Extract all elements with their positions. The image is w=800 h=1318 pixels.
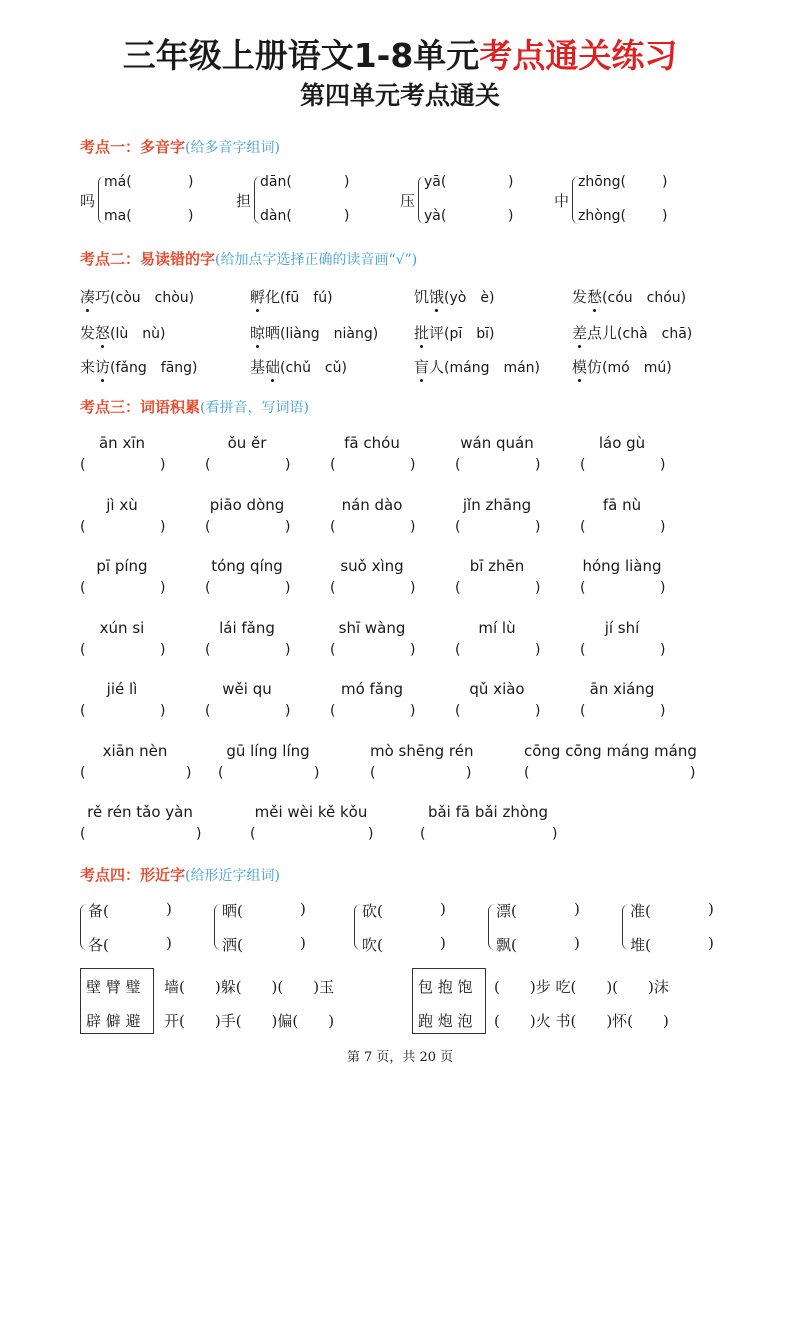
pinyin-prompt: qǔ xiào: [469, 680, 525, 698]
word-char: 础: [265, 358, 281, 376]
section-2-hint: (给加点字选择正确的读音画“√”): [215, 252, 418, 268]
pinyin-options: (chǔ cǔ): [280, 360, 347, 376]
open-paren: (: [80, 764, 86, 781]
word-char: 差: [572, 324, 588, 342]
close-paren: ): [708, 934, 714, 952]
close-paren: ): [662, 208, 668, 224]
pronunciation-item: [572, 356, 672, 377]
close-paren: ): [314, 764, 320, 781]
close-paren: ): [440, 934, 446, 952]
word-char: 仿: [587, 358, 603, 376]
word-char: 评: [429, 324, 445, 342]
close-paren: ): [410, 641, 416, 658]
word-char: 盲: [414, 358, 430, 376]
open-paren: (: [455, 580, 461, 596]
similar-char-1: 砍(: [362, 902, 383, 920]
pinyin-options: (fū fú): [280, 290, 333, 306]
polyphone-reading-2: yà(: [424, 208, 447, 224]
pinyin-prompt: cōng cōng máng máng: [524, 741, 697, 760]
close-paren: ): [285, 641, 291, 658]
close-paren: ): [196, 826, 202, 842]
pinyin-options: (còu chòu): [110, 290, 195, 306]
pinyin-prompt: wán quán: [460, 434, 534, 452]
close-paren: ): [535, 703, 541, 719]
close-paren: ): [410, 457, 416, 473]
polyphone-reading-1: yā(: [424, 174, 447, 190]
polyphone-reading-1: dān(: [260, 174, 292, 190]
open-paren: (: [80, 641, 86, 658]
open-paren: (: [205, 703, 211, 719]
pinyin-prompt: láo gù: [598, 434, 646, 452]
similar-char-2: 堆(: [630, 936, 651, 954]
close-paren: ): [166, 934, 172, 952]
close-paren: ): [160, 457, 166, 473]
open-paren: (: [205, 641, 211, 658]
section-3-heading: [80, 396, 309, 417]
word-char: 发: [80, 324, 96, 342]
close-paren: ): [285, 703, 291, 719]
page-title: [0, 30, 800, 77]
pinyin-prompt: mó fǎng: [340, 680, 404, 698]
pinyin-prompt: rě rén tǎo yàn: [87, 803, 193, 821]
close-paren: ): [160, 580, 166, 596]
pinyin-prompt: mí lù: [478, 618, 516, 637]
word-char: 化: [265, 288, 281, 306]
word-char: 模: [572, 358, 588, 376]
close-paren: ): [466, 764, 472, 781]
word-char: 饿: [429, 288, 445, 306]
section-4-title: 考点四：形近字: [80, 866, 186, 884]
polyphone-reading-1: má(: [104, 174, 132, 190]
brace-icon: [354, 904, 361, 950]
char-box-2-row-2: 跑 炮 泡: [418, 1012, 473, 1030]
close-paren: ): [660, 703, 666, 719]
polyphone-reading-2: ma(: [104, 208, 132, 224]
pronunciation-item: [414, 322, 495, 343]
pronunciation-item: [250, 356, 347, 377]
open-paren: (: [524, 764, 530, 781]
close-paren: ): [660, 580, 666, 596]
close-paren: ): [508, 174, 514, 190]
fill-2-row-1: ( )步 吃( )( )沫: [494, 978, 669, 996]
open-paren: (: [205, 457, 211, 473]
pinyin-prompt: shī wàng: [338, 618, 406, 637]
close-paren: ): [535, 518, 541, 535]
open-paren: (: [205, 580, 211, 596]
close-paren: ): [285, 518, 291, 535]
open-paren: (: [455, 703, 461, 719]
pronunciation-item: [572, 322, 692, 343]
pinyin-prompt: xiān nèn: [102, 741, 168, 760]
similar-char-1: 漂(: [496, 902, 517, 920]
pinyin-prompt: ān xīn: [98, 434, 146, 452]
close-paren: ): [160, 518, 166, 535]
close-paren: ): [552, 826, 558, 842]
brace-icon: [214, 904, 221, 950]
pronunciation-item: [414, 356, 540, 377]
pronunciation-item: [80, 286, 194, 307]
close-paren: ): [188, 208, 194, 224]
open-paren: (: [455, 641, 461, 658]
close-paren: ): [574, 934, 580, 952]
brace-icon: [622, 904, 629, 950]
pinyin-prompt: wěi qu: [222, 680, 272, 698]
close-paren: ): [186, 764, 192, 781]
pinyin-prompt: pī píng: [96, 557, 148, 575]
open-paren: (: [420, 826, 426, 842]
open-paren: (: [80, 703, 86, 719]
open-paren: (: [370, 764, 376, 781]
pinyin-options: (cóu chóu): [602, 290, 687, 306]
close-paren: ): [535, 580, 541, 596]
open-paren: (: [455, 457, 461, 473]
similar-char-1: 晒(: [222, 902, 243, 920]
polyphone-reading-2: dàn(: [260, 208, 292, 224]
similar-char-2: 吹(: [362, 936, 383, 954]
close-paren: ): [535, 641, 541, 658]
close-paren: ): [708, 900, 714, 918]
pinyin-prompt: piāo dòng: [209, 495, 285, 514]
close-paren: ): [344, 208, 350, 224]
close-paren: ): [285, 457, 291, 473]
word-char: 巧: [95, 288, 111, 306]
section-3-title: 考点三：词语积累: [80, 398, 201, 416]
word-char: 晒: [265, 324, 281, 342]
word-char: 基: [250, 358, 266, 376]
close-paren: ): [535, 457, 541, 473]
section-3-hint: (看拼音，写词语): [200, 400, 309, 416]
close-paren: ): [300, 934, 306, 952]
section-2-heading: [80, 248, 417, 269]
open-paren: (: [80, 518, 86, 535]
title-main: 三年级上册语文1-8单元: [122, 36, 480, 75]
char-box-1-row-2: 辟 僻 避: [86, 1012, 141, 1030]
pinyin-prompt: bī zhēn: [469, 557, 525, 575]
pinyin-prompt: jí shí: [604, 618, 640, 637]
close-paren: ): [574, 900, 580, 918]
word-char: 人: [429, 358, 445, 376]
pinyin-prompt: gū líng líng: [226, 741, 310, 760]
section-4-hint: (给形近字组词): [185, 868, 280, 884]
close-paren: ): [410, 703, 416, 719]
pinyin-prompt: suǒ xìng: [340, 557, 404, 575]
section-4-heading: [80, 864, 280, 885]
open-paren: (: [580, 518, 586, 535]
open-paren: (: [580, 580, 586, 596]
close-paren: ): [300, 900, 306, 918]
open-paren: (: [330, 580, 336, 596]
pinyin-options: (lù nù): [110, 326, 166, 342]
polyphone-char: 吗: [80, 192, 96, 210]
pinyin-prompt: lái fǎng: [219, 618, 275, 637]
pronunciation-item: [80, 322, 165, 343]
brace-icon: [80, 904, 87, 950]
open-paren: (: [80, 826, 86, 842]
word-char: 晾: [250, 324, 266, 342]
pronunciation-item: [250, 286, 333, 307]
pinyin-prompt: jié lì: [106, 680, 138, 698]
word-char: 凑: [80, 288, 96, 306]
pronunciation-item: [250, 322, 378, 343]
brace-icon: [488, 904, 495, 950]
word-char: 怒: [95, 324, 111, 342]
page-subtitle: 第四单元考点通关: [299, 81, 500, 110]
open-paren: (: [205, 518, 211, 535]
close-paren: ): [344, 174, 350, 190]
close-paren: ): [160, 703, 166, 719]
open-paren: (: [580, 703, 586, 719]
close-paren: ): [368, 826, 374, 842]
pinyin-options: (liàng niàng): [280, 326, 379, 342]
pinyin-prompt: fā nù: [602, 495, 642, 514]
close-paren: ): [410, 518, 416, 535]
close-paren: ): [160, 641, 166, 658]
pinyin-prompt: tóng qíng: [211, 557, 283, 575]
fill-1-row-1: 墙( )躲( )( )玉: [164, 978, 335, 996]
pinyin-options: (máng mán): [444, 360, 541, 376]
char-box-1-row-1: 壁 臂 璧: [86, 978, 141, 996]
section-1-hint: (给多音字组词): [185, 140, 280, 156]
word-char: 发: [572, 288, 588, 306]
close-paren: ): [662, 174, 668, 190]
close-paren: ): [410, 580, 416, 596]
polyphone-char: 担: [236, 192, 252, 210]
close-paren: ): [660, 641, 666, 658]
open-paren: (: [330, 703, 336, 719]
open-paren: (: [250, 826, 256, 842]
word-char: 饥: [414, 288, 430, 306]
similar-char-1: 备(: [88, 902, 109, 920]
similar-char-2: 洒(: [222, 936, 243, 954]
polyphone-char: 压: [400, 192, 416, 210]
open-paren: (: [330, 641, 336, 658]
pinyin-options: (pī bī): [444, 326, 495, 342]
polyphone-char: 中: [554, 192, 570, 210]
open-paren: (: [330, 457, 336, 473]
close-paren: ): [188, 174, 194, 190]
pinyin-prompt: hóng liàng: [582, 557, 662, 575]
close-paren: ): [660, 518, 666, 535]
close-paren: ): [508, 208, 514, 224]
pronunciation-item: [572, 286, 686, 307]
word-char: 孵: [250, 288, 266, 306]
title-highlight: 考点通关练习: [479, 36, 678, 75]
section-1-title: 考点一：多音字: [80, 138, 186, 156]
pinyin-prompt: bǎi fā bǎi zhòng: [427, 803, 549, 821]
close-paren: ): [285, 580, 291, 596]
fill-2-row-2: ( )火 书( )怀( ): [494, 1012, 669, 1030]
close-paren: ): [166, 900, 172, 918]
open-paren: (: [455, 518, 461, 535]
pronunciation-item: [80, 356, 198, 377]
fill-1-row-2: 开( )手( )偏( ): [164, 1012, 335, 1030]
pinyin-options: (yò è): [444, 290, 495, 306]
pinyin-prompt: měi wèi kě kǒu: [254, 803, 368, 821]
similar-char-2: 飘(: [496, 936, 517, 954]
pinyin-prompt: ǒu ěr: [227, 434, 267, 452]
open-paren: (: [580, 641, 586, 658]
polyphone-reading-2: zhòng(: [578, 208, 627, 224]
pinyin-options: (mó mú): [602, 360, 672, 376]
pinyin-prompt: fā chóu: [344, 434, 400, 452]
pinyin-prompt: jì xù: [106, 495, 138, 514]
pinyin-prompt: ān xiáng: [589, 680, 655, 698]
word-char: 愁: [587, 288, 603, 306]
word-char: 来: [80, 358, 96, 376]
section-2-title: 考点二：易读错的字: [80, 250, 216, 268]
open-paren: (: [330, 518, 336, 535]
pinyin-options: (chà chā): [617, 326, 693, 342]
open-paren: (: [580, 457, 586, 473]
pinyin-prompt: nán dào: [341, 495, 403, 514]
word-char: 访: [95, 358, 111, 376]
pinyin-prompt: mò shēng rén: [370, 741, 474, 760]
char-box-2-row-1: 包 抱 饱: [418, 978, 473, 996]
close-paren: ): [440, 900, 446, 918]
close-paren: ): [690, 764, 696, 781]
similar-char-1: 准(: [630, 902, 651, 920]
word-char: 点儿: [587, 324, 618, 342]
section-1-heading: [80, 136, 280, 157]
pronunciation-item: [414, 286, 494, 307]
open-paren: (: [218, 764, 224, 781]
open-paren: (: [80, 580, 86, 596]
open-paren: (: [80, 457, 86, 473]
pinyin-prompt: xún si: [99, 618, 145, 637]
pinyin-options: (fǎng fāng): [110, 360, 198, 376]
polyphone-reading-1: zhōng(: [578, 174, 627, 190]
similar-char-2: 各(: [88, 936, 109, 954]
pinyin-prompt: jǐn zhāng: [462, 495, 532, 514]
page-footer: 第 7 页，共 20 页: [346, 1050, 454, 1065]
close-paren: ): [660, 457, 666, 473]
word-char: 批: [414, 324, 430, 342]
